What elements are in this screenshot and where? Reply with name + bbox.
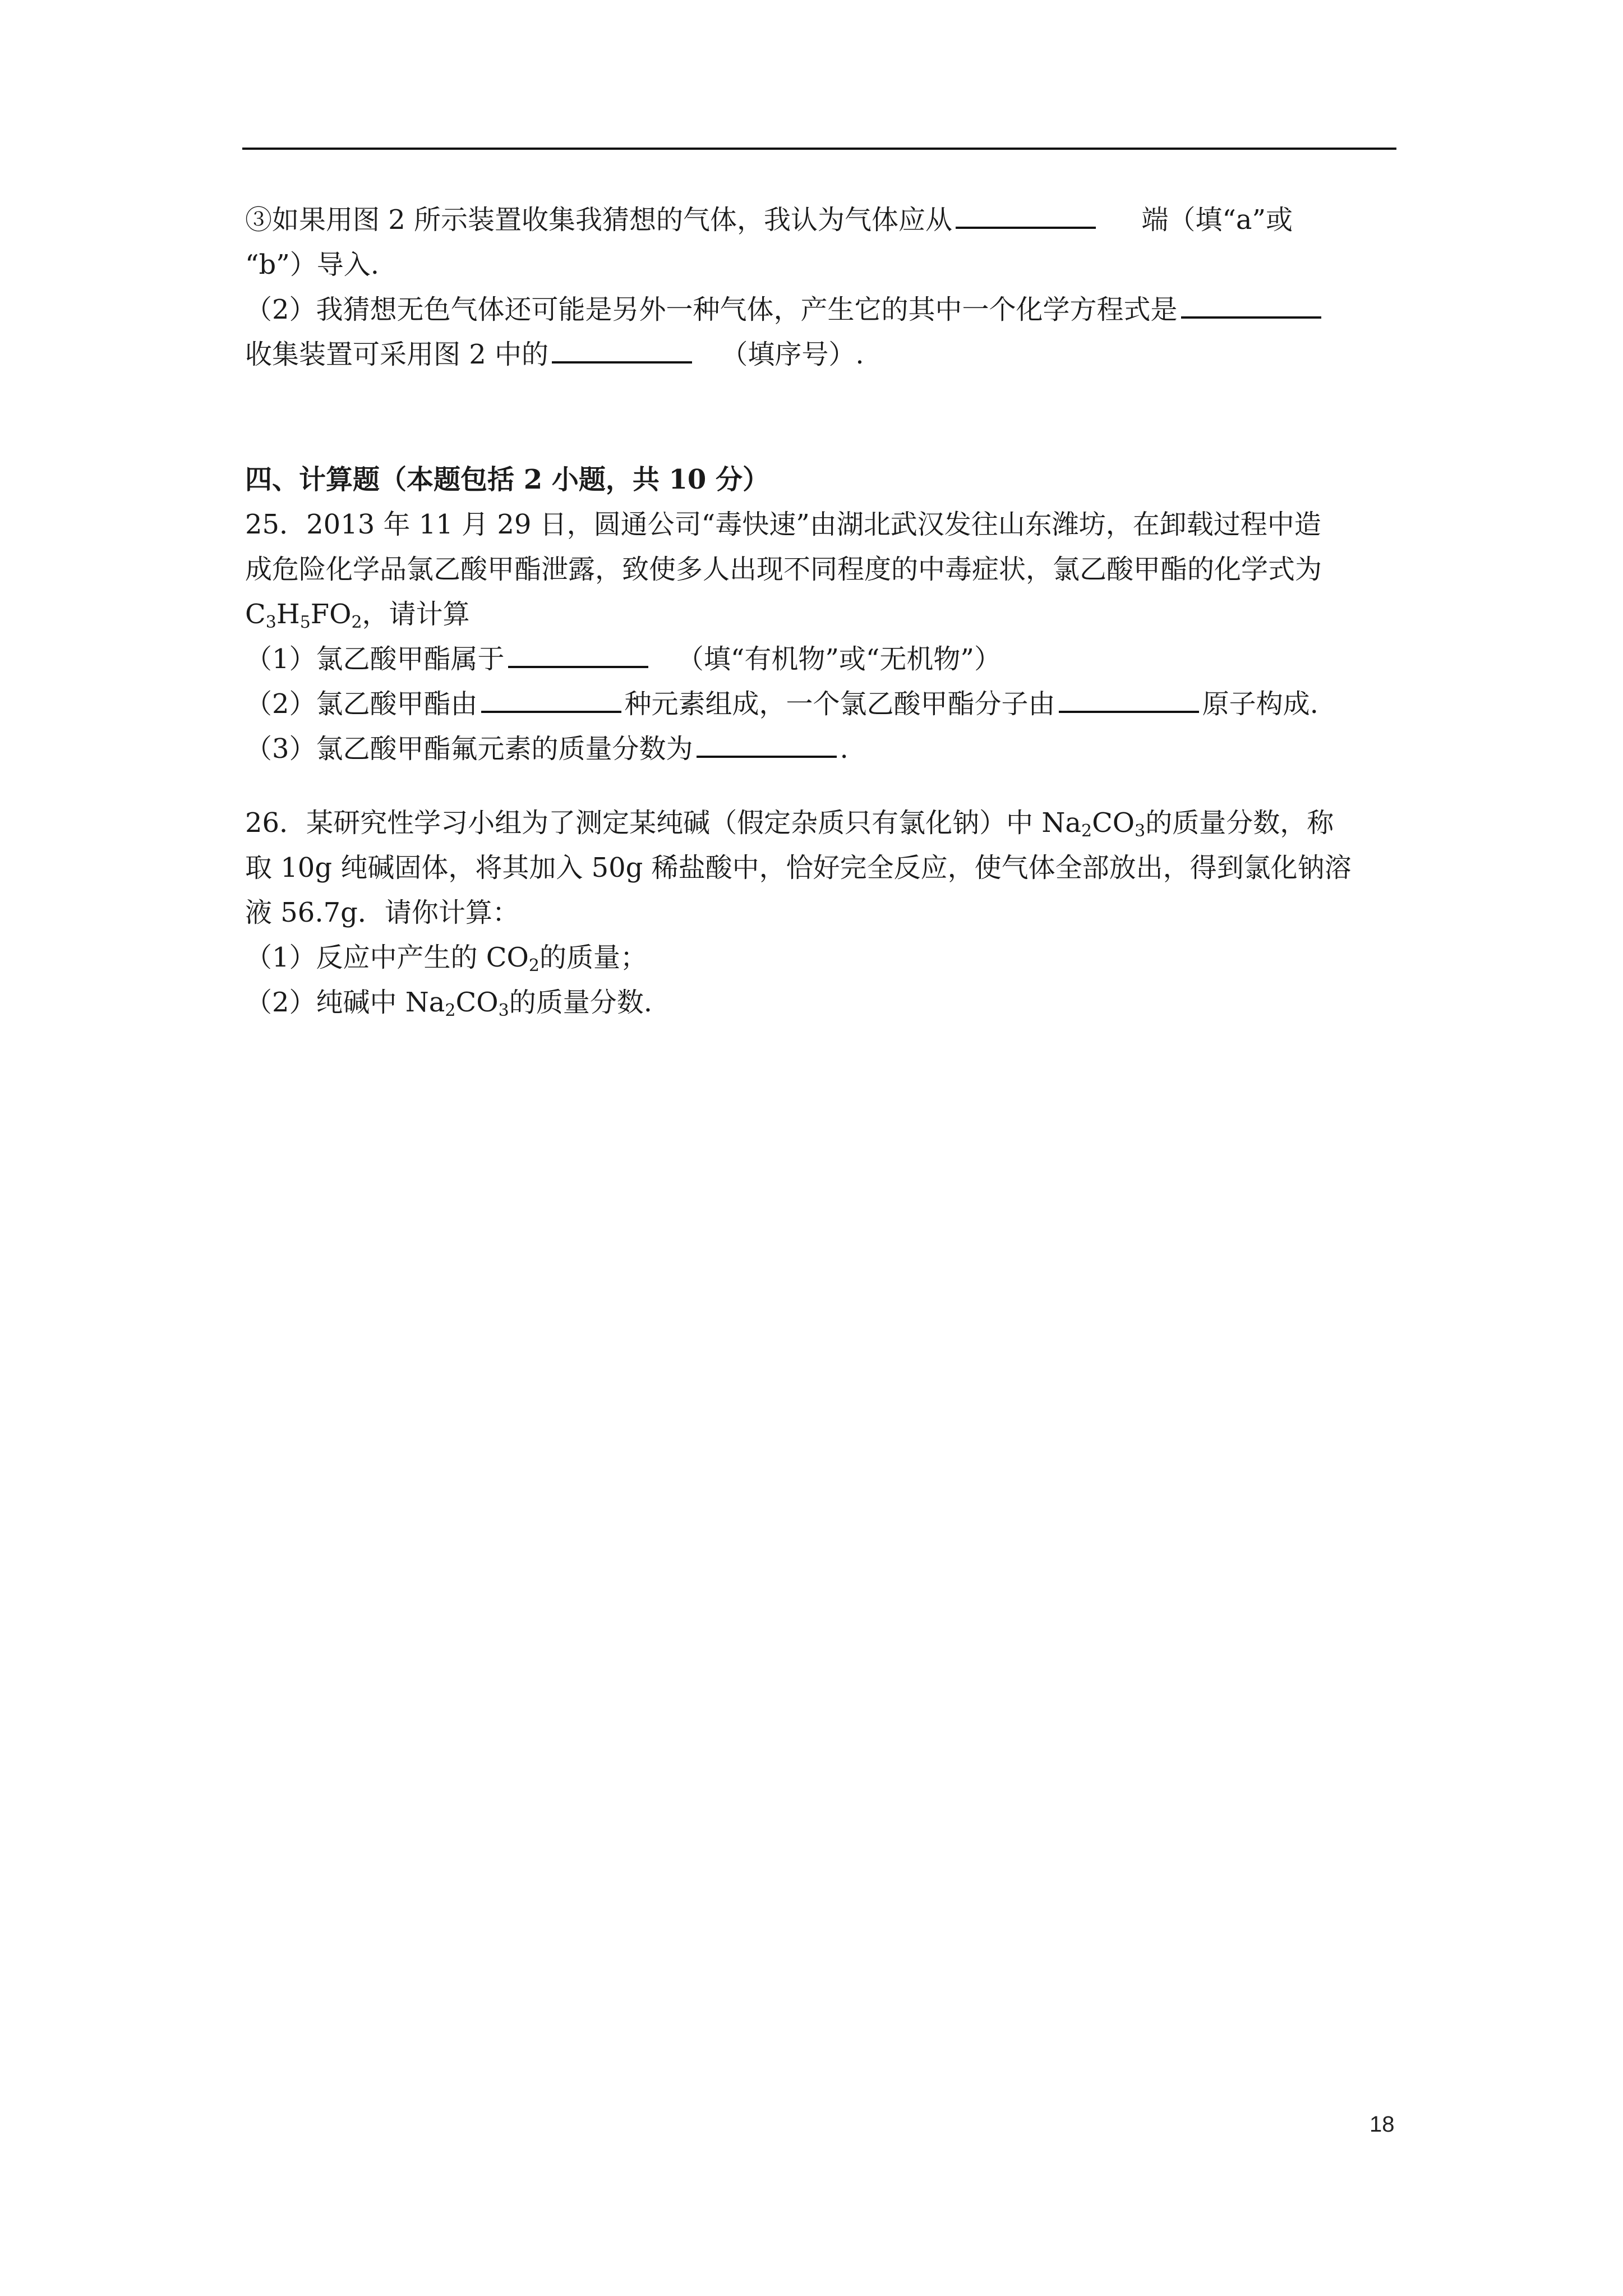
formula-c-sub: 3 — [265, 613, 276, 632]
q24-item3-suffix: 端（填“a”或 — [1141, 204, 1293, 236]
q25-line1 — [245, 502, 1321, 547]
q25-text-1: 25．2013 年 11 月 29 日，圆通公司“毒快速”由湖北武汉发往山东潍坊，在卸载过程中造 — [245, 509, 1321, 540]
q25-sub1 — [245, 637, 1001, 682]
q25-sub2-text: （2）氯乙酸甲酯由 — [245, 688, 478, 720]
header-rule — [242, 148, 1396, 150]
q26-sub-2: 2 — [1081, 821, 1092, 841]
q25-line3 — [245, 592, 470, 637]
q25-sub3-tail: . — [840, 733, 849, 765]
q24-item3-line2 — [245, 242, 379, 287]
q26-sub2-subscript-1: 2 — [445, 1001, 456, 1020]
q26-sub1-text: （1）反应中产生的 CO — [245, 942, 529, 973]
section-heading-text: 四、计算题（本题包括 2 小题，共 10 分） — [245, 464, 770, 495]
q26-sub2-text: （2）纯碱中 Na — [245, 987, 445, 1018]
q26-sub1-tail: 的质量； — [539, 942, 647, 973]
q26-sub2-tail: 的质量分数. — [509, 987, 652, 1018]
q25-sub2-middle: 种元素组成，一个氯乙酸甲酯分子由 — [624, 688, 1055, 720]
q26-text-1b: CO — [1092, 807, 1135, 839]
page-number: 18 — [1370, 2112, 1395, 2137]
q25-sub2-tail: 原子构成. — [1202, 688, 1318, 720]
q25-text-2: 成危险化学品氯乙酸甲酯泄露，致使多人出现不同程度的中毒症状，氯乙酸甲酯的化学式为 — [245, 554, 1322, 585]
q24-item2-text: （2）我猜想无色气体还可能是另外一种气体，产生它的其中一个化学方程式是 — [245, 294, 1178, 325]
q26-text-3: 液 56.7g．请你计算： — [245, 897, 519, 928]
answer-blank[interactable] — [956, 200, 1096, 229]
answer-blank[interactable] — [481, 684, 621, 713]
formula-o-sub: 2 — [351, 613, 362, 632]
q24-item2-line2 — [245, 332, 864, 377]
q25-sub3 — [245, 726, 849, 771]
formula-h: H — [276, 599, 300, 630]
q26-sub-3: 3 — [1135, 821, 1146, 841]
q25-line2 — [245, 547, 1322, 592]
q26-line1 — [245, 800, 1334, 845]
formula-h-sub: 5 — [299, 613, 311, 632]
q26-line3 — [245, 890, 519, 935]
formula-c: C — [245, 599, 266, 630]
q25-sub1-hint: （填“有机物”或“无机物”） — [676, 643, 1001, 675]
q24-item3-text: ③如果用图 2 所示装置收集我猜想的气体，我认为气体应从 — [245, 204, 953, 236]
answer-blank[interactable] — [1181, 289, 1321, 319]
q26-text-1c: 的质量分数，称 — [1145, 807, 1334, 839]
q24-item3-line1 — [245, 197, 1293, 242]
q24-item3-tail: “b”）导入. — [245, 249, 380, 280]
formula-fo: FO — [310, 599, 352, 630]
q26-text-1a: 26．某研究性学习小组为了测定某纯碱（假定杂质只有氯化钠）中 Na — [245, 807, 1081, 839]
q26-sub1-subscript: 2 — [528, 956, 540, 976]
q26-sub1 — [245, 935, 647, 980]
q25-text-3: ，请计算 — [362, 599, 470, 630]
answer-blank[interactable] — [1059, 684, 1199, 713]
q24-item2-collect: 收集装置可采用图 2 中的 — [245, 339, 549, 370]
answer-blank[interactable] — [697, 729, 837, 758]
q26-line2 — [245, 845, 1352, 890]
q26-sub2-middle: CO — [455, 987, 499, 1018]
q25-sub2 — [245, 682, 1318, 726]
q25-sub3-text: （3）氯乙酸甲酯氟元素的质量分数为 — [245, 733, 693, 765]
q26-sub2 — [245, 980, 652, 1025]
q25-formula — [245, 599, 362, 630]
answer-blank[interactable] — [508, 639, 648, 668]
q24-item2-hint: （填序号）. — [721, 339, 864, 370]
q26-text-2: 取 10g 纯碱固体，将其加入 50g 稀盐酸中，恰好完全反应，使气体全部放出，得到氯化钠溶 — [245, 852, 1352, 884]
q24-item2-line1 — [245, 287, 1325, 332]
q25-sub1-text: （1）氯乙酸甲酯属于 — [245, 643, 505, 675]
section-heading — [245, 457, 769, 502]
answer-blank[interactable] — [552, 334, 692, 364]
q26-sub2-subscript-2: 3 — [498, 1001, 509, 1020]
